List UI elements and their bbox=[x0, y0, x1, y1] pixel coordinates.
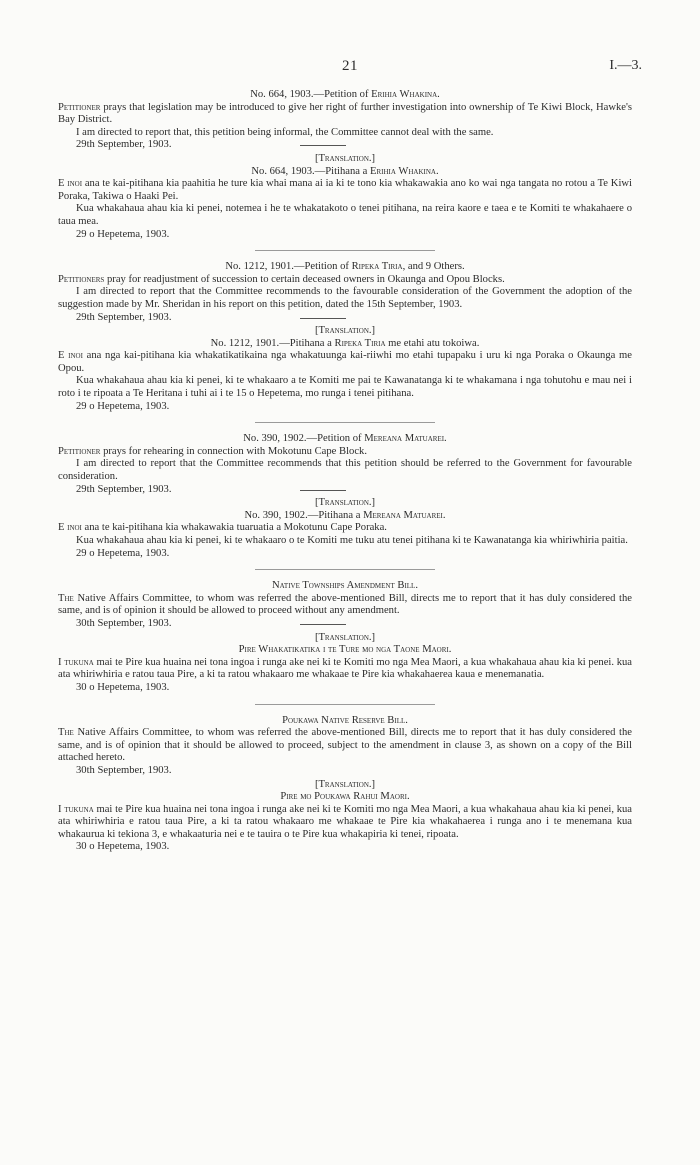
section-title-maori: No. 1212, 1901.—Pitihana a Ripeka Tiria me etahi atu tokoiwa. bbox=[210, 337, 480, 349]
section-title-maori: Pire mo Poukawa Rahui Maori. bbox=[280, 791, 410, 803]
date-line: 30 o Hepetema, 1903. bbox=[76, 841, 170, 853]
section-title: No. 1212, 1901.—Petition of Ripeka Tiria, and 9 Others. bbox=[225, 261, 465, 273]
section-title: No. 390, 1902.—Petition of Mereana Matuarei. bbox=[243, 433, 447, 445]
poukawa-reserve-bill bbox=[58, 715, 632, 855]
date-line: 29 o Hepetema, 1903. bbox=[76, 547, 170, 559]
date-line: 29th September, 1903. bbox=[58, 139, 632, 152]
section-divider bbox=[255, 422, 435, 423]
date-line: 29th September, 1903. bbox=[58, 312, 632, 325]
petition-664 bbox=[58, 89, 632, 241]
section-title: No. 664, 1903.—Petition of Erihia Whakina. bbox=[250, 89, 440, 100]
paragraph: I am directed to report that the Committee recommends that this petition should be referred to the Government for favourable consideration. bbox=[58, 458, 632, 483]
paragraph: E inoi ana nga kai-pitihana kia whakatikatikaina nga whakatuunga kai-riiwhi mo etahi tupapaku i uru ki nga Poraka o Okaunga me Opou. bbox=[58, 350, 632, 374]
paragraph: E inoi ana te kai-pitihana kia paahitia he ture kia whai mana ai ia ki te tono kia whakawakia ano ko wai nga tangata no rotou a Te Kiwi Poraka, Takiwa o Haaki Pei. bbox=[58, 178, 632, 202]
translation-label: [Translation.] bbox=[314, 497, 376, 509]
date-line: 29th September, 1903. bbox=[58, 484, 632, 497]
section-title-maori: No. 664, 1903.—Pitihana a Erihia Whakina. bbox=[251, 165, 439, 177]
translation-label: [Translation.] bbox=[314, 325, 376, 337]
date-line: 29 o Hepetema, 1903. bbox=[76, 228, 170, 240]
section-title: Native Townships Amendment Bill. bbox=[272, 580, 418, 592]
petition-390 bbox=[58, 433, 632, 560]
translation-label: [Translation.] bbox=[314, 778, 376, 790]
petition-1212 bbox=[58, 261, 632, 413]
native-townships-bill bbox=[58, 580, 632, 694]
paragraph: I am directed to report that, this petition being informal, the Committee cannot deal with the same. bbox=[76, 126, 494, 138]
paragraph: Kua whakahaua ahau kia ki penei, ki te whakaaro a te Komiti me pai te Kawanatanga ki te whakamana i nga tohutohu e mau nei i roto i te ripoata a Te Heritana i tuhi ai i te 15 o Hepetema, mo runga i tenei pitihana. bbox=[58, 375, 632, 400]
paragraph: Kua whakahaua ahau kia ki penei, notemea i he te whakatakoto o tenei pitihana, na reira kaore e taea e te Komiti te whakahaere o taua mea. bbox=[58, 203, 632, 227]
date-line: 30th September, 1903. bbox=[58, 618, 632, 631]
translation-label: [Translation.] bbox=[314, 631, 376, 643]
section-divider bbox=[255, 704, 435, 705]
short-rule bbox=[300, 490, 346, 491]
section-title-maori: No. 390, 1902.—Pitihana a Mereana Matuarei. bbox=[244, 509, 446, 521]
paragraph: Petitioner prays for rehearing in connection with Mokotunu Cape Block. bbox=[58, 445, 367, 457]
date-line: 29 o Hepetema, 1903. bbox=[76, 400, 170, 412]
paragraph: I tukuna mai te Pire kua huaina nei tona ingoa i runga ake nei ki te Komiti mo nga Mea Maori, a kua whakahaua ahau kia ki penei, kua ata whiriwhiria e ratou taua Pire, a ki ta ratou whakaaro me whakaae te Pire kia whakahaerea i runga ano i te menemana kua whakaurua ki tekiona 3, e whakaaturia nei e te tauira o te Pire kua whakapiria ki tenei, ripoata. bbox=[58, 803, 632, 840]
document-body bbox=[58, 89, 632, 854]
paragraph: E inoi ana te kai-pitihana kia whakawakia tuaruatia a Mokotunu Cape Poraka. bbox=[58, 522, 387, 534]
date-line: 30th September, 1903. bbox=[76, 764, 172, 776]
short-rule bbox=[300, 145, 346, 146]
short-rule bbox=[300, 624, 346, 625]
paragraph: Petitioner prays that legislation may be introduced to give her right of further investigation into ownership of Te Kiwi Block, Hawke's Bay District. bbox=[58, 101, 632, 126]
paragraph: Petitioners pray for readjustment of succession to certain deceased owners in Okaunga and Opou Blocks. bbox=[58, 273, 505, 285]
paragraph: The Native Affairs Committee, to whom was referred the above-mentioned Bill, directs me to report that it has duly considered the same, and is of opinion it should be allowed to proceed without any amendment. bbox=[58, 592, 632, 617]
paragraph: Kua whakahaua ahau kia ki penei, ki te whakaaro o te Komiti me tuku atu tenei pitihana ki te Kawanatanga kia whiriwhiria paitia. bbox=[76, 535, 628, 546]
section-divider bbox=[255, 250, 435, 251]
translation-label: [Translation.] bbox=[314, 152, 376, 164]
paragraph: The Native Affairs Committee, to whom was referred the above-mentioned Bill, directs me to report that it has duly considered the same, and is of opinion that it should be allowed to proceed, subject to the amendment in clause 3, as shown on a copy of the Bill attached hereto. bbox=[58, 727, 632, 764]
short-rule bbox=[300, 318, 346, 319]
section-title: Poukawa Native Reserve Bill. bbox=[282, 714, 408, 726]
paragraph: I am directed to report that the Committee recommends to the favourable consideration of the Government the adoption of the suggestion made by Mr. Sheridan in his report on this petition, dated the 15th September, 1903. bbox=[58, 286, 632, 310]
page-reference: I.—3. bbox=[609, 58, 642, 73]
section-title-maori: Pire Whakatikatika i te Ture mo nga Taone Maori. bbox=[238, 644, 452, 656]
page-number: 21 bbox=[342, 58, 358, 74]
paragraph: I tukuna mai te Pire kua huaina nei tona ingoa i runga ake nei ki te Komiti mo nga Mea Maori, a kua whakahaua ahau kia ki penei. kua ata whiriwhiria e ratou taua Pire, a ki ta ratou whakaaro me whakaae te Pire kia whakahaerea kaua e menemanatia. bbox=[58, 656, 632, 681]
section-divider bbox=[255, 569, 435, 570]
date-line: 30 o Hepetema, 1903. bbox=[76, 681, 170, 693]
